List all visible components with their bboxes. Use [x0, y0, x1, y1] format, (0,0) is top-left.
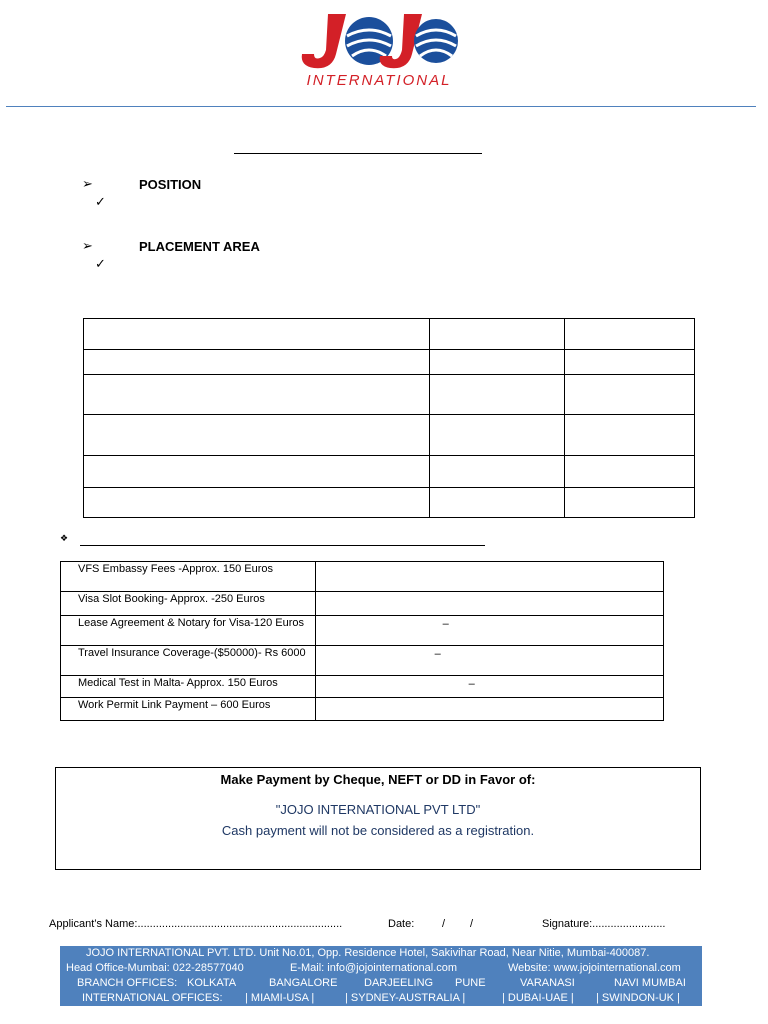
footer-intl-office: | MIAMI-USA |	[245, 992, 315, 1004]
table-row	[84, 415, 695, 456]
logo-text: INTERNATIONAL	[306, 72, 452, 89]
footer-email: E-Mail: info@jojointernational.com	[290, 962, 458, 974]
fee-value	[315, 698, 663, 721]
arrow-bullet-icon: ➢	[82, 238, 93, 253]
table-row	[84, 456, 695, 488]
table-row	[84, 350, 695, 375]
table-row	[61, 562, 664, 592]
date-label: Date:	[388, 918, 415, 930]
payment-instructions-box	[55, 767, 701, 870]
diamond-bullet-icon: ❖	[60, 534, 69, 544]
fee-value: –	[434, 648, 441, 660]
signature-field: Signature:........................	[542, 918, 666, 930]
footer-intl-label: INTERNATIONAL OFFICES:	[82, 992, 223, 1004]
table-row	[61, 616, 664, 646]
table-row	[61, 698, 664, 721]
footer-branch: NAVI MUMBAI	[614, 977, 686, 989]
footer-branch: BANGALORE	[269, 977, 338, 989]
footer-branch: PUNE	[455, 977, 486, 989]
footer-branch: KOLKATA	[187, 977, 237, 989]
payment-heading: Make Payment by Cheque, NEFT or DD in Favor of:	[220, 772, 536, 787]
footer-website: Website: www.jojointernational.com	[508, 962, 681, 974]
footer-branch: VARANASI	[520, 977, 575, 989]
table-row	[84, 375, 695, 415]
company-logo	[296, 10, 462, 92]
footer-intl-office: | SWINDON-UK |	[596, 992, 680, 1004]
footer-branch: DARJEELING	[364, 977, 434, 989]
date-separator: /	[442, 918, 446, 930]
payee-name: "JOJO INTERNATIONAL PVT LTD"	[275, 802, 481, 817]
fee-label: Visa Slot Booking- Approx. -250 Euros	[61, 592, 316, 616]
footer-address: JOJO INTERNATIONAL PVT. LTD. Unit No.01, Opp. Residence Hotel, Sakivihar Road, Near Nitie, Mumbai-400087.	[86, 947, 650, 959]
footer-intl-office: | DUBAI-UAE |	[502, 992, 574, 1004]
subheading-underline	[80, 545, 485, 546]
fee-value: –	[442, 618, 449, 630]
fee-label: Work Permit Link Payment – 600 Euros	[61, 698, 316, 721]
date-separator: /	[470, 918, 474, 930]
fee-label: Lease Agreement & Notary for Visa-120 Euros	[61, 616, 316, 646]
table-row	[61, 676, 664, 698]
footer-phone: Head Office-Mumbai: 022-28577040	[66, 962, 244, 974]
footer-branch-label: BRANCH OFFICES:	[77, 977, 178, 989]
footer-contact-bar	[60, 946, 702, 1006]
table-row	[61, 646, 664, 676]
placement-area-label: PLACEMENT AREA	[139, 239, 260, 254]
title-underline	[234, 153, 482, 154]
header-divider	[6, 106, 756, 107]
table-row	[84, 319, 695, 350]
cash-payment-note: Cash payment will not be considered as a registration.	[221, 823, 535, 838]
logo-graphic	[296, 10, 462, 74]
fee-value	[315, 562, 663, 592]
check-bullet-icon: ✓	[95, 195, 106, 210]
position-label: POSITION	[139, 177, 202, 192]
blank-table	[83, 318, 695, 518]
fee-label: Travel Insurance Coverage-($50000)- Rs 6000	[61, 646, 316, 676]
fee-label: Medical Test in Malta- Approx. 150 Euros	[61, 676, 316, 698]
footer-intl-office: | SYDNEY-AUSTRALIA |	[345, 992, 466, 1004]
fee-value	[315, 592, 663, 616]
table-row	[84, 488, 695, 518]
arrow-bullet-icon: ➢	[82, 176, 93, 191]
check-bullet-icon: ✓	[95, 257, 106, 272]
fee-value: –	[468, 678, 475, 690]
fees-table	[60, 561, 664, 721]
applicant-name-field: Applicant’s Name:...................................................................	[49, 918, 343, 930]
table-row	[61, 592, 664, 616]
fee-label: VFS Embassy Fees -Approx. 150 Euros	[61, 562, 316, 592]
